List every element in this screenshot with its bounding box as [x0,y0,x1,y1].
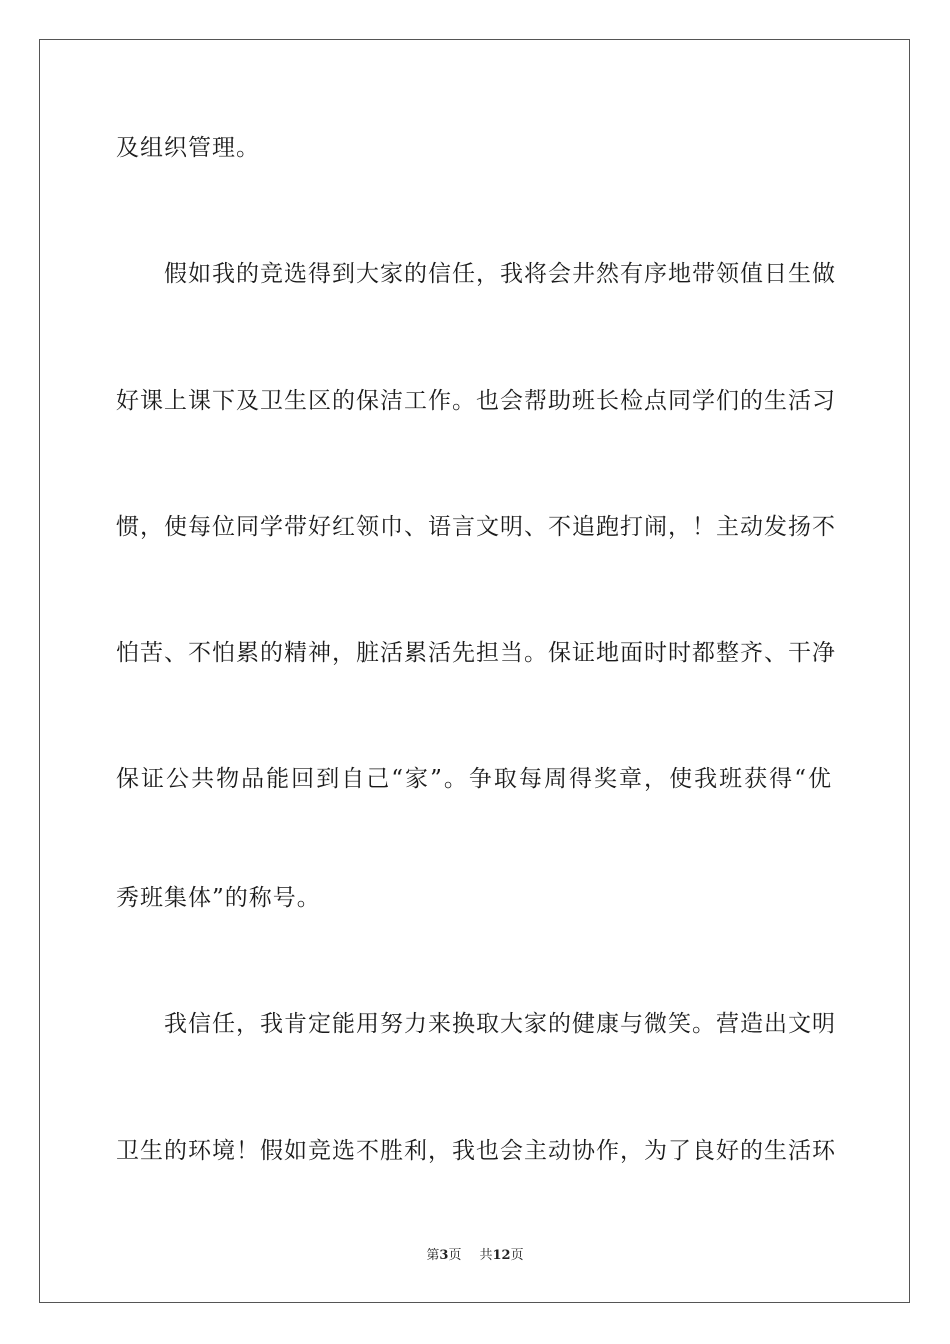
paragraph-line-6: 保证公共物品能回到自己“家”。争取每周得奖章，使我班获得“优 [116,766,832,792]
paragraph-line-5: 怕苦、不怕累的精神，脏活累活先担当。保证地面时时都整齐、干净 [116,640,836,666]
paragraph-line-3: 好课上课下及卫生区的保洁工作。也会帮助班长检点同学们的生活习 [116,388,836,414]
paragraph-line-9: 卫生的环境！假如竞选不胜利，我也会主动协作，为了良好的生活环 [116,1138,836,1164]
total-prefix: 共 [479,1248,493,1263]
paragraph-line-4: 惯，使每位同学带好红领巾、语言文明、不追跑打闹，！主动发扬不 [116,514,836,540]
paragraph-line-1: 及组织管理。 [116,135,260,161]
page-total: 12 [492,1248,511,1263]
page-border [39,39,910,1303]
page-prefix: 第 [426,1248,440,1263]
paragraph-line-2: 假如我的竞选得到大家的信任，我将会井然有序地带领值日生做 [164,261,836,287]
total-suffix: 页 [510,1248,524,1263]
page-suffix: 页 [448,1248,462,1263]
paragraph-line-8: 我信任，我肯定能用努力来换取大家的健康与微笑。营造出文明 [164,1011,836,1037]
paragraph-line-7: 秀班集体”的称号。 [116,885,321,911]
page-number: 3 [439,1248,449,1263]
page-footer [0,1246,950,1266]
